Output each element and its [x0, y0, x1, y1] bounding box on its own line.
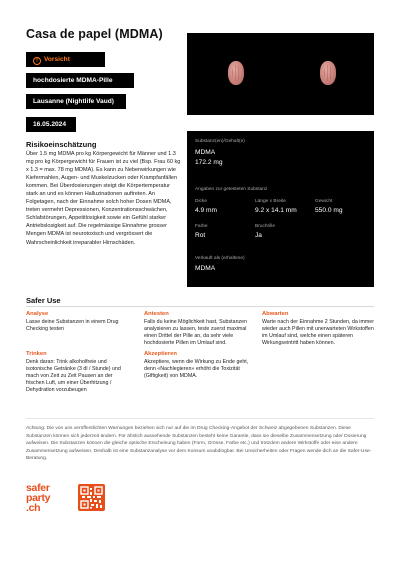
- logo-line: .ch: [26, 502, 41, 514]
- tip-analysis: [26, 311, 132, 333]
- exclamation-circle-icon: !: [33, 57, 41, 65]
- date-tag: 16.05.2024: [26, 117, 76, 132]
- risk-title: Risikoeinschätzung: [26, 140, 97, 149]
- tip-wait: [262, 311, 376, 347]
- tip-drink: [26, 351, 132, 394]
- warning-label: Vorsicht: [44, 56, 70, 63]
- disclaimer-text: Achtung: Die von uns veröffentlichten Warnungen beziehen sich nur auf die im Drug Checking-Angebot der Schweiz abgegebenen Substanzen. Diese Substanzen können sich jederzeit ändern. Für ähnlich aussehende Substanzen besteht keine Garantie, dass sie dieselbe Zusammensetzung oder Dosierung aufweisen. Die Substanzen können die gleiche optische Erscheinung haben (Form, Grösse, Farbe etc.) und trotzdem andere Wirkstoffe oder eine andere Zusammensetzung aufweisen. Deshalb ist eine Substanzanalyse vor dem Konsum unabdingbar. Bei Unsicherheiten oder Fragen wende dich an die Safer-Use-Beratung.: [26, 426, 372, 461]
- tip-dose: [144, 311, 250, 347]
- diameter-label: Dicke: [195, 199, 207, 204]
- tip-text: Warte nach der Einnahme 2 Stunden, da immer wieder auch Pillen mit unerwarteten Wirkstoffen im Umlauf sind, welche einen späteren Wirkungseintritt haben können.: [262, 319, 374, 346]
- tip-text: Akzeptiere, wenn die Wirkung zu Ende geht, denn «Nachlegieren» erhöht die Toxizität (Giftigkeit) von MDMA.: [144, 359, 249, 379]
- amount-value: 172.2 mg: [195, 159, 223, 166]
- divider: [26, 418, 374, 419]
- page-title: Casa de papel (MDMA): [26, 27, 163, 41]
- location-tag: Lausanne (Nightlife Vaud): [26, 94, 126, 109]
- break-value: Ja: [255, 232, 262, 239]
- tip-heading: Trinken: [26, 351, 47, 357]
- substance-value: MDMA: [195, 149, 216, 156]
- logo-line: safer: [26, 482, 50, 494]
- risk-text: Über 1.5 mg MDMA pro kg Körpergewicht für Männer und 1.3 mg pro kg Körpergewicht für Frauen ist zu viel (Bsp. Frau 60 kg x 1.3 = max. 78 mg MDMA). Es kann zu Nebenwirkungen wie Kiefermahlen, Augen- und Muskelzucken oder Krampfanfällen kommen. Bei Überdosierungen steigt die Körpertemperatur stark an und es können Halluzinationen auftreten. An Folgetagen, nach der Einnahme solch hoher Dosen MDMA, treten vermehrt Depressionen, Konzentrationsschwächen, Schlafstörungen, Appetitlosigkeit sowie ein Gefühl starker Antriebslosigkeit auf. Die regelmässige Einnahme grosser Mengen MDMA ist neurotoxisch und vergrössert die Wahrscheinlichkeit irreparabler Hirnschäden.: [26, 151, 181, 246]
- size-label: Länge x Breite: [255, 199, 286, 204]
- safer-party-logo[interactable]: [26, 483, 70, 517]
- appearance-label: Angaben zur getesteten Substanz: [195, 187, 268, 192]
- dose-tag: hochdosierte MDMA-Pille: [26, 73, 134, 88]
- tip-heading: Akzeptieren: [144, 351, 177, 357]
- safer-use-title: Safer Use: [26, 296, 61, 305]
- sold-as-label: Verkauft als (erhaltene): [195, 256, 245, 261]
- weight-label: Gewicht: [315, 199, 333, 204]
- color-label: Farbe: [195, 224, 208, 229]
- tip-heading: Abwarten: [262, 311, 289, 317]
- substances-label: Substanz(en)/Gehalt(e): [195, 139, 245, 144]
- tip-text: Falls du keine Möglichkeit hast, Substanzen analysieren zu lassen, teste zuerst maximal einen Drittel der Pille an, da sehr viele hochdosierte Pillen im Umlauf sind.: [144, 319, 248, 346]
- tip-text: Denk daran: Trink alkoholfreie und isotonische Getränke (3 dl / Stunde) und mach von Zeit zu Zeit Pausen an der frischen Luft, um einer Überhitzung / Dehydration vorzubeugen: [26, 359, 121, 393]
- pill-back-icon: [320, 61, 336, 85]
- tip-accept: [144, 351, 250, 380]
- sold-as-value: MDMA: [195, 265, 216, 272]
- tip-text: Lasse deine Substanzen in einem Drug Checking testen: [26, 319, 119, 332]
- diameter-value: 4.9 mm: [195, 207, 217, 214]
- tip-heading: Antesten: [144, 311, 169, 317]
- qr-code-icon[interactable]: [78, 484, 105, 511]
- tip-heading: Analyse: [26, 311, 49, 317]
- pill-photo-panel: [187, 33, 374, 115]
- color-value: Rot: [195, 232, 206, 239]
- analysis-panel: [187, 131, 374, 287]
- weight-value: 550.0 mg: [315, 207, 343, 214]
- logo-line: party: [26, 492, 51, 504]
- size-value: 9.2 x 14.1 mm: [255, 207, 297, 214]
- warning-tag: [26, 52, 105, 67]
- pill-front-icon: [228, 61, 244, 85]
- break-label: Bruchrille: [255, 224, 275, 229]
- divider: [26, 306, 374, 307]
